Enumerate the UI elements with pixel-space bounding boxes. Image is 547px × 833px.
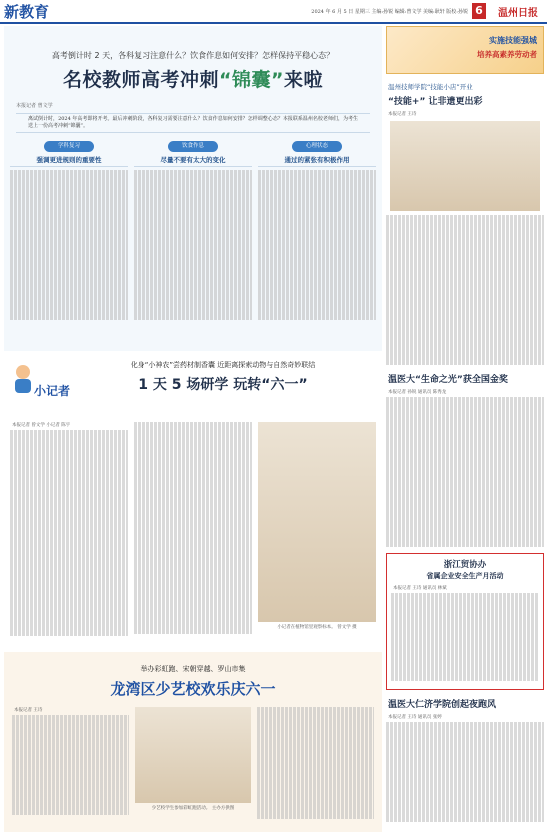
- bottom-kicker: 举办彩虹跑、宋朝穿越、罗山市集: [140, 665, 246, 673]
- right-article-photo: [390, 121, 540, 211]
- bottom-column: [12, 707, 129, 823]
- right-article-title: “技能+” 让非遗更出彩: [388, 97, 483, 107]
- right-article-1: [386, 80, 544, 365]
- right-article-title: 温医大仁济学院创起夜跑风: [388, 700, 497, 710]
- lead-column: [134, 141, 252, 324]
- middle-text: [134, 422, 252, 634]
- lead-column: [258, 141, 376, 324]
- lead-columns: [4, 135, 382, 324]
- lead-byline: 本报记者 曾文学: [16, 103, 53, 109]
- lead-column: [10, 141, 128, 324]
- column-heading: 通过的紧张有积极作用: [258, 155, 376, 167]
- right-article-title: 温医大“生命之光”获全国金奖: [388, 375, 508, 385]
- middle-kicker: 化身“小神农”尝药材制香囊 近距离探索动物与自然奇妙联结: [130, 361, 316, 369]
- bottom-text: [12, 715, 129, 815]
- column-badge: 饮食作息: [168, 141, 218, 152]
- box-byline: 本报记者 王诗 通讯员 林斌: [393, 586, 447, 591]
- header-rule: [0, 22, 547, 24]
- column-heading: 强调更进规则的重要性: [10, 155, 128, 167]
- box-title: 浙江贸协办: [443, 560, 487, 570]
- right-article-byline: 本报记者 王诗: [388, 112, 417, 117]
- right-article-text: [386, 722, 544, 822]
- newspaper-logo: 温州日报: [498, 7, 538, 19]
- right-article-2: [386, 371, 544, 547]
- lead-title-post: 来啦: [283, 69, 323, 91]
- column-text-block: [10, 170, 128, 320]
- lead-summary: 离试倒计时，2024 年高考即将开考。最后冲刺阶段，各科复习需要注意什么？饮食作息如何安排？怎样调整心态？本报联系温州名校老师们，为考生送上一份高考冲刺“锦囊”。: [16, 113, 370, 133]
- middle-text: [10, 430, 128, 636]
- box-subtitle: 省属企业安全生产月活动: [426, 572, 504, 580]
- middle-column: [258, 422, 376, 640]
- reporter-tag-label: 小记者: [34, 384, 71, 398]
- box-text: [391, 593, 539, 681]
- bottom-column: [135, 707, 252, 823]
- middle-article: [4, 356, 382, 648]
- bottom-body: [4, 699, 382, 823]
- right-article-3: [386, 696, 544, 822]
- lead-title-pre: 名校教师高考冲刺: [62, 69, 219, 91]
- middle-photo-caption: 小记者在植物馆里观察标本。 曾文学 摄: [277, 625, 357, 630]
- bottom-photo: [135, 707, 252, 803]
- bottom-text: [257, 707, 374, 819]
- issue-meta: 2024 年 6 月 5 日 星期三 主编:孙锐 编辑:曾文学 美编:耿轩 版校:孙锐: [311, 8, 468, 15]
- column-heading: 尽量不要有太大的变化: [134, 155, 252, 167]
- banner-line-2: 培养高素养劳动者: [477, 50, 537, 59]
- middle-column: [134, 422, 252, 640]
- middle-byline: 本报记者 曾文学 小记者 陈宇: [12, 423, 71, 428]
- highlight-box: [386, 553, 544, 690]
- page-number: 6: [472, 3, 486, 19]
- bottom-photo-caption: 少艺校学生参加彩虹跑活动。 主办方供图: [151, 806, 235, 811]
- lead-title: [4, 65, 382, 92]
- column-badge: 学科复习: [44, 141, 94, 152]
- reporter-tag: [8, 362, 78, 410]
- right-article-text: [386, 215, 544, 365]
- section-title: 新教育: [4, 2, 50, 21]
- middle-photo: [258, 422, 376, 622]
- right-article-byline: 本报记者 孙锐 通讯员 陈秀龙: [388, 390, 447, 395]
- skills-banner: [386, 26, 544, 74]
- lead-title-highlight: “锦囊”: [219, 69, 284, 91]
- column-text-block: [134, 170, 252, 320]
- lead-article: [4, 26, 382, 351]
- column-text-block: [258, 170, 376, 320]
- middle-column: [10, 422, 128, 640]
- bottom-title: 龙湾区少艺校欢乐庆六一: [110, 680, 276, 698]
- column-badge: 心理状态: [292, 141, 342, 152]
- page-header: [0, 0, 547, 22]
- lead-subtitle: 高考倒计时 2 天，各科复习注意什么？饮食作息如何安排？怎样保持平稳心态？: [51, 51, 335, 60]
- bottom-article: [4, 652, 382, 832]
- banner-line-1: 实施技能强城: [489, 36, 537, 45]
- right-column: [386, 26, 544, 831]
- right-article-kicker: 温州技师学院“技能小店”开业: [388, 83, 473, 91]
- middle-title: 1 天 5 场研学 玩转“六一”: [138, 377, 308, 393]
- bottom-byline: 本报记者 王诗: [14, 708, 43, 713]
- middle-columns: [10, 422, 376, 640]
- bottom-column: [257, 707, 374, 823]
- right-article-byline: 本报记者 王诗 通讯员 张婷: [388, 715, 442, 720]
- right-article-text: [386, 397, 544, 547]
